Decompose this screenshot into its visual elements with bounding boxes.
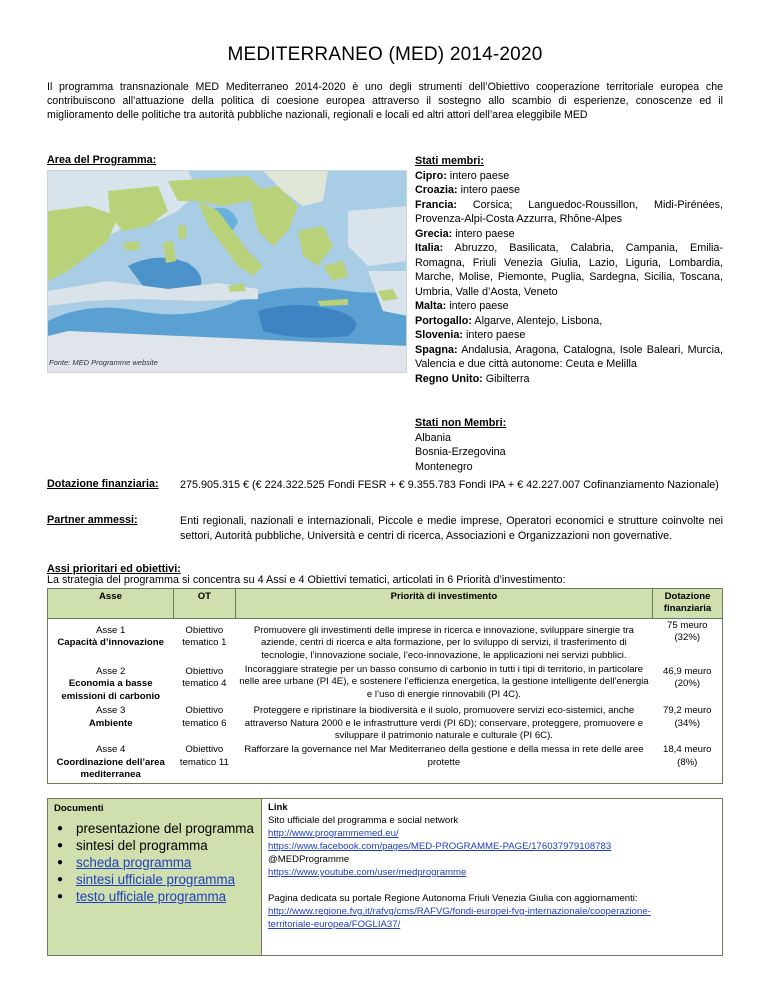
state-francia: Francia: Corsica; Languedoc-Roussillon, Midi-Pirénées, Provenza-Alpi-Costa Azzurra, Rhône-Alpes: [415, 198, 723, 225]
non-member-item: Albania: [415, 431, 452, 444]
bullet-icon: ●: [57, 891, 64, 902]
dotazione-cell: 46,9 meuro (20%): [662, 666, 712, 690]
dotazione-cell: 75 meuro (32%): [666, 619, 708, 644]
page-title: MEDITERRANEO (MED) 2014-2020: [227, 44, 543, 65]
partner-text: Enti regionali, nazionali e internazionali, Piccole e medie imprese, Operatori economici e strutture coinvolte nei settori, Autorità pubbliche, Università e centri di ricerca, Associazioni e Organizzazioni non governative.: [180, 515, 723, 542]
partner-label: Partner ammessi:: [47, 514, 138, 526]
documents-list: [54, 820, 255, 905]
non-member-states-label: Stati non Membri:: [415, 417, 507, 429]
regione-link-part2[interactable]: territoriale-europea/FOGLIA37/: [268, 919, 401, 930]
map-image: [48, 171, 407, 373]
table-row: [48, 704, 723, 743]
state-spagna: Spagna: Andalusia, Aragona, Catalogna, Isole Baleari, Murcia, Valencia e due città autonome: Ceuta e Melilla: [415, 343, 723, 370]
state-malta: Malta: intero paese: [415, 300, 509, 312]
facebook-link[interactable]: https://www.facebook.com/pages/MED-PROGRAMME-PAGE/176037979108783: [268, 841, 612, 852]
priorita-cell: Promuovere gli investimenti delle imprese in ricerca e innovazione, sviluppare sinergie tra aziende, centri di ricerca e alta formazione, per lo sviluppo di servizi, il trasferimento di tecnologie, l’innovazione sociale, l’eco-innovazione, le applicazioni nei servizi pubblici.: [253, 624, 635, 661]
header-ot: OT: [173, 589, 235, 619]
dotazione-label: Dotazione finanziaria:: [47, 478, 159, 490]
twitter-handle: @MEDProgramme: [268, 854, 350, 865]
non-member-states: [415, 416, 723, 474]
dotazione-cell: 79,2 meuro (34%): [662, 705, 712, 729]
member-states-label: Stati membri:: [415, 155, 484, 167]
dotazione-text: 275.905.315 € (€ 224.322.525 Fondi FESR + € 9.355.783 Fondi IPA + € 42.227.007 Cofinanziamento Nazionale): [180, 479, 719, 491]
table-row: [48, 663, 723, 704]
asse-cell: Asse 4 Coordinazione dell’area mediterranea: [48, 743, 174, 783]
bullet-icon: ●: [57, 857, 64, 868]
state-regno-unito: Regno Unito: Gibilterra: [415, 372, 530, 385]
bullet-icon: ●: [57, 823, 64, 834]
links-box: [262, 798, 723, 956]
state-grecia: Grecia: intero paese: [415, 227, 515, 240]
document-scheda-link[interactable]: ● scheda programma: [57, 855, 192, 870]
priorita-cell: Incoraggiare strategie per un basso consumo di carbonio in tutti i tipi di territorio, in particolare nelle aree urbane (PI 4E), e sostenere l’efficienza energetica, la gestione intelligente dell’energia e l’uso di energie rinnovabili (PI 4C).: [239, 664, 649, 700]
assi-heading: Assi prioritari ed obiettivi:: [47, 563, 181, 575]
assi-intro: La strategia del programma si concentra su 4 Assi e 4 Obiettivi tematici, articolati in 6 Priorità d’investimento:: [47, 574, 566, 586]
non-member-item: Bosnia-Erzegovina: [415, 446, 506, 458]
ot-cell: Obiettivo tematico 6: [182, 705, 227, 729]
state-slovenia: Slovenia: intero paese: [415, 329, 526, 341]
member-states: [415, 154, 723, 386]
ot-cell: Obiettivo tematico 11: [173, 743, 235, 783]
bullet-icon: ●: [57, 874, 64, 885]
document-testo-ufficiale-link[interactable]: ● testo ufficiale programma: [57, 889, 227, 904]
links-heading: Link: [268, 802, 288, 813]
non-member-item: Montenegro: [415, 460, 473, 473]
documents-heading: Documenti: [54, 803, 104, 814]
assi-table: [47, 588, 723, 784]
asse-cell: Asse 3 Ambiente: [88, 705, 133, 729]
regione-intro: Pagina dedicata su portale Regione Autonoma Friuli Venezia Giulia con aggiornamenti:: [268, 893, 638, 904]
area-label: Area del Programma:: [47, 154, 157, 166]
header-priorita: Priorità di investimento: [235, 589, 652, 619]
asse-cell: Asse 2 Economia a basse emissioni di carbonio: [61, 666, 160, 702]
documents-box: [47, 798, 262, 956]
bullet-icon: ●: [57, 840, 64, 851]
document-presentazione[interactable]: ● presentazione del programma: [57, 821, 254, 836]
map-source-caption: Fonte: MED Programme website: [49, 358, 158, 367]
priorita-cell: Rafforzare la governance nel Mar Mediterraneo della gestione e della messa in rete delle aree protette: [235, 743, 652, 783]
document-sintesi[interactable]: ● sintesi del programma: [57, 838, 208, 853]
regione-link-part1[interactable]: http://www.regione.fvg.it/rafvg/cms/RAFVG/fondi-europei-fvg-internazionale/cooperazione-: [268, 906, 651, 917]
state-portogallo: Portogallo: Algarve, Alentejo, Lisbona,: [415, 314, 603, 327]
state-cipro: Cipro: intero paese: [415, 169, 510, 182]
ot-cell: Obiettivo tematico 4: [182, 666, 227, 690]
asse-cell: Asse 1 Capacità d’innovazione: [57, 624, 164, 649]
table-row: [48, 743, 723, 783]
intro-paragraph: Il programma transnazionale MED Mediterraneo 2014-2020 è uno degli strumenti dell’Obiettivo cooperazione territoriale europea che contribuiscono all’attuazione della politica di coesione europea attraverso il sostegno allo scambio di esperienze, conoscenze ed il miglioramento delle politiche tra autorità pubbliche nazionali, regionali e locali ed altri attori dell’area eleggibile MED: [47, 81, 723, 122]
document-sintesi-ufficiale-link[interactable]: ● sintesi ufficiale programma: [57, 872, 236, 887]
priorita-cell: Proteggere e ripristinare la biodiversità e il suolo, promuovere servizi eco-sistemici, anche attraverso Natura 2000 e le infrastrutture verdi (PI 6D); conservare, proteggere, promuovere e sviluppare il patrimonio naturale e culturale (PI 6C).: [244, 705, 644, 742]
ot-cell: Obiettivo tematico 1: [182, 624, 227, 649]
youtube-link[interactable]: https://www.youtube.com/user/medprogramme: [268, 867, 467, 878]
table-header-row: [48, 589, 723, 619]
dotazione-cell: 18,4 meuro (8%): [653, 743, 723, 783]
links-intro: Sito ufficiale del programma e social network: [268, 815, 459, 826]
state-italia: Italia: Abruzzo, Basilicata, Calabria, Campania, Emilia-Romagna, Friuli Venezia Giulia, Lazio, Liguria, Lombardia, Marche, Molise, Piemonte, Puglia, Sardegna, Sicilia, Toscana, Umbria, Valle d’Aosta, Veneto: [415, 242, 723, 298]
state-croazia: Croazia: intero paese: [415, 184, 521, 196]
program-website-link[interactable]: http://www.programmemed.eu/: [268, 828, 399, 839]
header-asse: Asse: [48, 589, 174, 619]
header-dotazione: Dotazione finanziaria: [653, 589, 723, 619]
table-row: [48, 618, 723, 663]
program-area-map: [47, 170, 407, 373]
